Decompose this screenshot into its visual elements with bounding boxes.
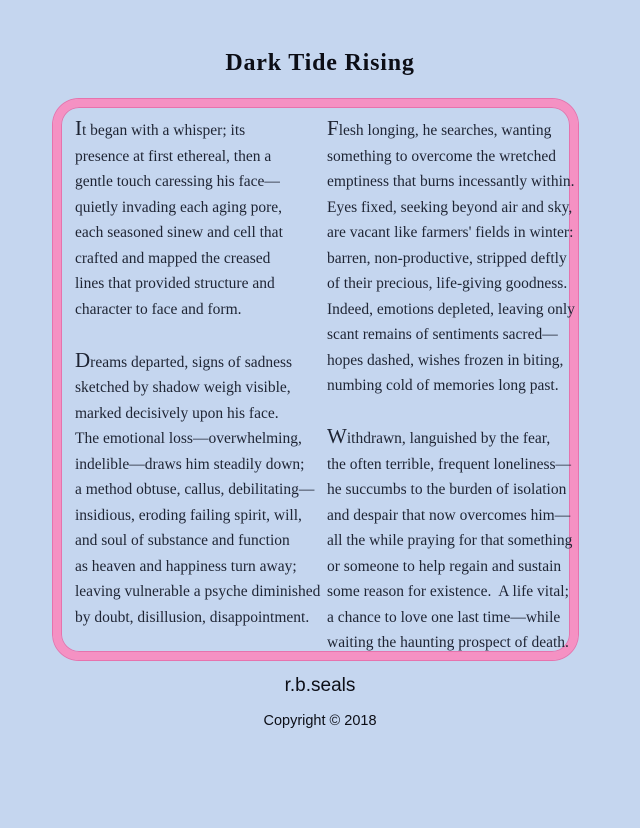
poem-line: character to face and form. — [75, 300, 242, 318]
poem-line: by doubt, disillusion, disappointment. — [75, 608, 310, 626]
poem-line: the often terrible, frequent loneliness— — [327, 455, 572, 473]
poem-line: or someone to help regain and sustain — [327, 557, 562, 575]
poem-line: The emotional loss—overwhelming, — [75, 430, 302, 447]
poem-column-right — [327, 116, 575, 652]
poem-line: numbing cold of memories long past. — [327, 377, 559, 394]
poem-line: indelible—draws him steadily down; — [75, 455, 305, 473]
poem-line: as heaven and happiness turn away; — [75, 557, 297, 575]
copyright-notice: Copyright © 2018 — [263, 713, 377, 729]
poem-line: Flesh longing, he searches, wanting — [327, 116, 552, 140]
poem-line: crafted and mapped the creased — [75, 249, 271, 267]
stanza-initial-capital: D — [75, 347, 91, 372]
poem-line: Dreams departed, signs of sadness — [75, 347, 293, 372]
poem-line: emptiness that burns incessantly within. — [327, 173, 575, 190]
stanza — [75, 116, 327, 322]
stanza — [75, 348, 327, 631]
poem-line: and soul of substance and function — [75, 532, 290, 549]
poem-line: a chance to love one last time—while — [327, 608, 561, 626]
poem-line: Withdrawn, languished by the fear, — [327, 424, 551, 448]
page-title: Dark Tide Rising — [225, 50, 415, 76]
poem-line: of their precious, life-giving goodness. — [327, 275, 568, 292]
stanza-initial-capital: I — [75, 116, 82, 140]
poem-border-box — [53, 99, 578, 660]
poem-line: barren, non-productive, stripped deftly — [327, 249, 567, 267]
poem-line: It began with a whisper; its — [75, 116, 246, 140]
poem-line: Indeed, emotions depleted, leaving only — [327, 300, 575, 318]
poem-line: hopes dashed, wishes frozen in biting, — [327, 351, 564, 369]
poem-line: lines that provided structure and — [75, 275, 275, 292]
poem-line: a method obtuse, callus, debilitating— — [75, 481, 315, 498]
stanza-initial-capital: W — [327, 424, 347, 448]
stanza — [327, 116, 575, 399]
poem-line: scant remains of sentiments sacred— — [327, 326, 558, 343]
stanza — [327, 424, 573, 656]
poem-line: he succumbs to the burden of isolation — [327, 481, 567, 498]
poem-line: something to overcome the wretched — [327, 147, 556, 165]
poem-line: gentle touch caressing his face— — [75, 173, 280, 190]
poem-column-left — [75, 116, 327, 652]
poem-line: leaving vulnerable a psyche diminished — [75, 583, 321, 600]
poem-line: insidious, eroding failing spirit, will, — [75, 506, 302, 524]
poem-line: presence at first ethereal, then a — [75, 147, 272, 165]
poem-line: waiting the haunting prospect of death. — [327, 634, 569, 651]
author-name: r.b.seals — [284, 675, 356, 696]
poem-line: quietly invading each aging pore, — [75, 198, 283, 216]
poem-line: are vacant like farmers' fields in winter: — [327, 224, 574, 241]
poem-line: and despair that now overcomes him— — [327, 506, 571, 524]
poem-line: all the while praying for that something — [327, 532, 573, 549]
poem-line: sketched by shadow weigh visible, — [75, 379, 291, 396]
poem-line: each seasoned sinew and cell that — [75, 224, 283, 241]
poem-line: marked decisively upon his face. — [75, 404, 279, 422]
stanza-initial-capital: F — [327, 116, 339, 140]
poem-line: Eyes fixed, seeking beyond air and sky, — [327, 198, 573, 216]
poem-line: some reason for existence. A life vital; — [327, 583, 569, 600]
